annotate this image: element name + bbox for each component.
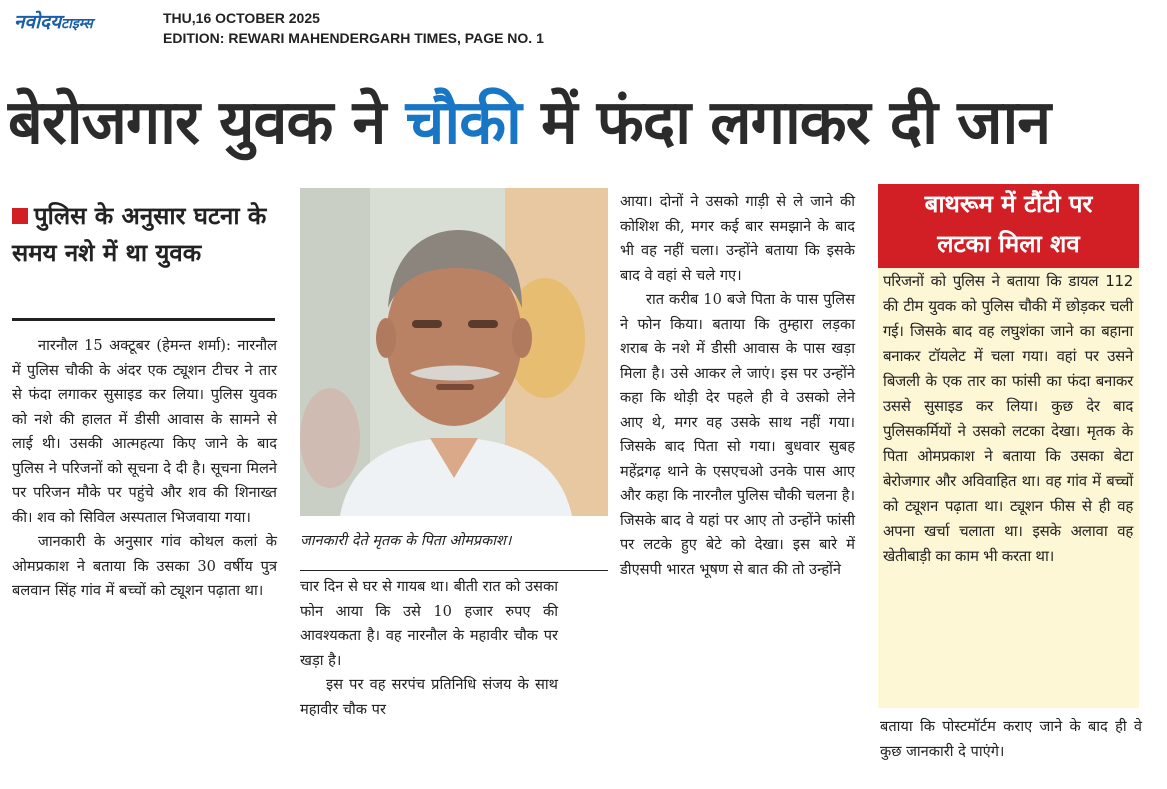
- sidebox-title: [878, 184, 1139, 268]
- logo-main: नवोदय: [14, 11, 62, 33]
- photo-father: [300, 188, 608, 516]
- column2-paragraph-1: चार दिन से घर से गायब था। बीती रात को उसका फोन आया कि उसे 10 हजार रुपए की आवश्यकता है। वह नारनौल के महावीर चौक पर खड़ा है।: [300, 578, 558, 669]
- logo-sub: टाइम्स: [61, 16, 93, 32]
- caption-rule: [300, 570, 608, 571]
- column2-paragraph-2: इस पर वह सरपंच प्रतिनिधि संजय के साथ महावीर चौक पर: [300, 676, 558, 718]
- newspaper-logo: [14, 8, 93, 34]
- subheadline-rule: [12, 318, 275, 321]
- subheadline-text: पुलिस के अनुसार घटना के समय नशे में था युवक: [12, 202, 267, 267]
- article-column-1: [12, 334, 277, 604]
- column3-paragraph-1: आया। दोनों ने उसको गाड़ी से ले जाने की कोशिश की, मगर कई बार समझाने के बाद भी वह नहीं चला। उन्होंने बताया कि इसके बाद वे वहां से चले गए।: [620, 193, 855, 284]
- column3-paragraph-2: रात करीब 10 बजे पिता के पास पुलिस ने फोन किया। बताया कि तुम्हारा लड़का शराब के नशे में डीसी आवास के पास खड़ा मिला है। उसे आकर ले जाएं। इस पर उन्होंने कहा कि थोड़ी देर पहले ही वे उसको लेने आए थे, मगर वह उसके साथ नहीं गया। जिसके बाद पिता सो गया। बुधवार सुबह महेंद्रगढ़ थाने के एसएचओ उनके पास आए और कहा कि नारनौल पुलिस चौकी चलना है। जिसके बाद वे यहां पर आए तो उन्होंने फांसी पर लटके हुए बेटे को देखा। इस बारे में डीएसपी भारत भूषण से बात की तो उन्होंने: [620, 291, 855, 578]
- headline-part1: बेरोजगार युवक ने: [8, 87, 406, 158]
- portrait-image-icon: [300, 188, 608, 516]
- edition-line: EDITION: REWARI MAHENDERGARH TIMES, PAGE NO. 1: [163, 30, 544, 46]
- sidebox-title-line1: बाथरूम में टौंटी पर: [924, 190, 1093, 218]
- headline: [8, 68, 1163, 178]
- column1-paragraph-2: जानकारी के अनुसार गांव कोथल कलां के ओमप्रकाश ने बताया कि उसका 30 वर्षीय पुत्र बलवान सिंह गांव में बच्चों को ट्यूशन पढ़ाता था।: [12, 533, 277, 599]
- masthead: [0, 0, 1167, 58]
- photo-caption: जानकारी देते मृतक के पिता ओमप्रकाश।: [300, 533, 512, 549]
- headline-accent: चौकी: [405, 87, 521, 158]
- date-line: THU,16 OCTOBER 2025: [163, 10, 320, 26]
- red-square-bullet-icon: [12, 208, 28, 224]
- column1-paragraph-1: नारनौल 15 अक्टूबर (हेमन्त शर्मा): नारनौल में पुलिस चौकी के अंदर एक ट्यूशन टीचर ने तार से फंदा लगाकर सुसाइड कर लिया। पुलिस युवक को नशे की हालत में डीसी आवास के सामने से लाई थी। उसकी आत्महत्या किए जाने के बाद पुलिस ने परिजनों को सूचना दे दी है। सूचना मिलने पर परिजन मौके पर पहुंचे और शव की शिनाख्त की। शव को सिविल अस्पताल भिजवाया गया।: [12, 337, 277, 526]
- article-column-2: [300, 575, 558, 722]
- article-closing-text: बताया कि पोस्टमॉर्टम कराए जाने के बाद ही वे कुछ जानकारी दे पाएंगे।: [880, 718, 1142, 760]
- headline-part2: में फंदा लगाकर दी जान: [520, 87, 1051, 158]
- sidebox-title-line2: लटका मिला शव: [937, 230, 1080, 258]
- sidebox-body: परिजनों को पुलिस ने बताया कि डायल 112 की टीम युवक को पुलिस चौकी में छोड़कर चली गई। जिसके बाद वह लघुशंका जाने का बहाना बनाकर टॉयलेट में चला गया। वहां पर उसने बिजली के एक तार का फांसी का फंदा बनाकर उससे सुसाइड कर लिया। कुछ देर बाद पुलिसकर्मियों ने उसको लटका देखा। मृतक के पिता ओमप्रकाश ने बताया कि उसका बेटा बेरोजगार और अविवाहित था। वह गांव में बच्चों को ट्यूशन पढ़ाता था। ट्यूशन फीस से ही वह अपना खर्चा चलाता था। इसके अलावा वह खेतीबाड़ी का काम भी करता था।: [878, 268, 1139, 708]
- edition-info: [163, 8, 544, 48]
- article-column-3: [620, 190, 855, 582]
- subheadline: [12, 198, 274, 272]
